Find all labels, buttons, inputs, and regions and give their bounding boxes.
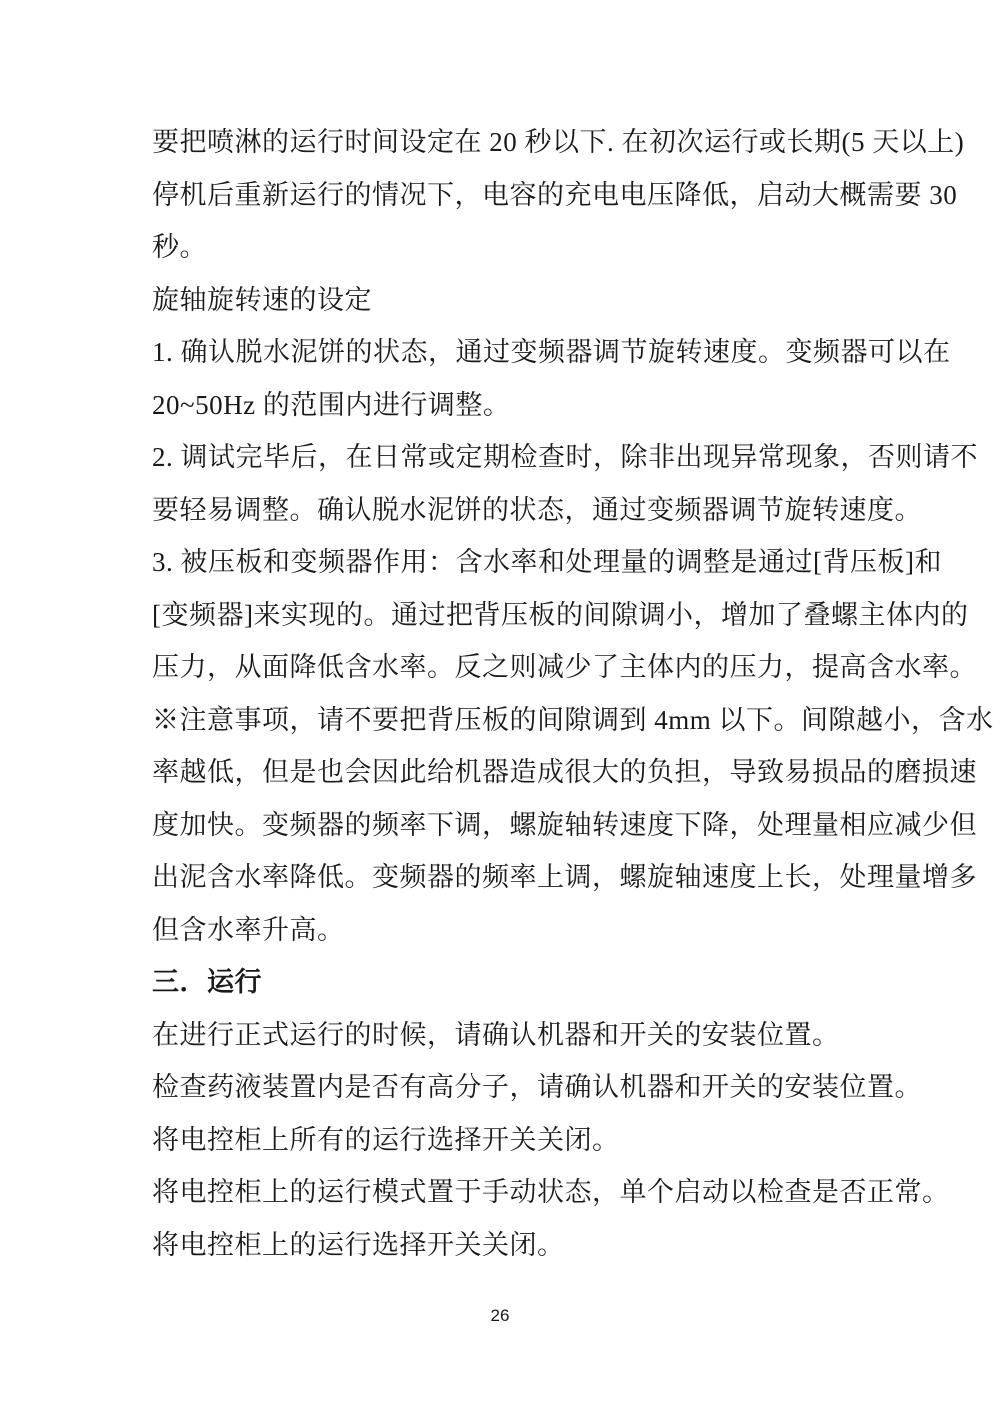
text-line: 3. 被压板和变频器作用：含水率和处理量的调整是通过[背压板]和 <box>152 547 942 577</box>
text-line: 压力，从面降低含水率。反之则减少了主体内的压力，提高含水率。 <box>152 652 977 682</box>
text-line: ※注意事项，请不要把背压板的间隙调到 4mm 以下。间隙越小，含水 <box>152 704 994 735</box>
text-line: 度加快。变频器的频率下调，螺旋轴转速度下降，处理量相应减少但 <box>152 809 977 840</box>
text-line: 在进行正式运行的时候，请确认机器和开关的安装位置。 <box>152 1019 840 1050</box>
text-line: 1. 确认脱水泥饼的状态，通过变频器调节旋转速度。变频器可以在 <box>152 337 951 367</box>
text-line: 要轻易调整。确认脱水泥饼的状态，通过变频器调节旋转速度。 <box>152 494 922 525</box>
text-line: 将电控柜上所有的运行选择开关关闭。 <box>152 1124 620 1155</box>
text-line: 要把喷淋的运行时间设定在 20 秒以下. 在初次运行或长期(5 天以上) <box>152 127 965 157</box>
text-line: 旋轴旋转速的设定 <box>152 284 372 315</box>
page-number: 26 <box>490 1306 510 1325</box>
text-line: 将电控柜上的运行选择开关关闭。 <box>152 1229 565 1260</box>
text-line: 但含水率升高。 <box>152 914 345 945</box>
document-text-block <box>152 116 994 1271</box>
text-line: [变频器]来实现的。通过把背压板的间隙调小，增加了叠螺主体内的 <box>152 599 969 630</box>
text-line: 出泥含水率降低。变频器的频率上调，螺旋轴速度上长，处理量增多 <box>152 862 977 892</box>
text-line: 检查药液装置内是否有高分子，请确认机器和开关的安装位置。 <box>152 1072 922 1102</box>
text-line: 率越低，但是也会因此给机器造成很大的负担，导致易损品的磨损速 <box>152 757 977 787</box>
section-heading: 三．运行 <box>152 967 262 997</box>
text-line: 2. 调试完毕后，在日常或定期检查时，除非出现异常现象，否则请不 <box>152 442 978 472</box>
text-line: 停机后重新运行的情况下，电容的充电电压降低，启动大概需要 30 <box>152 179 958 210</box>
text-line: 将电控柜上的运行模式置于手动状态，单个启动以检查是否正常。 <box>152 1177 950 1207</box>
text-line: 20~50Hz 的范围内进行调整。 <box>152 389 511 420</box>
text-line: 秒。 <box>152 232 207 262</box>
